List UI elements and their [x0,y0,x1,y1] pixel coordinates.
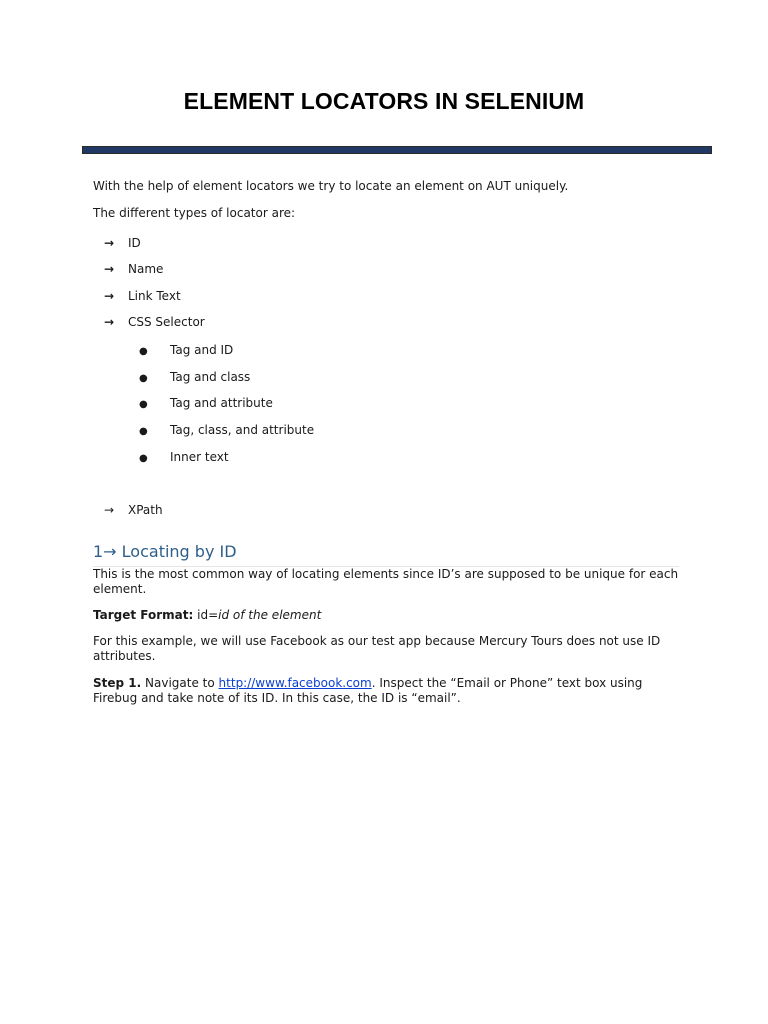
intro-paragraph: With the help of element locators we try to locate an element on AUT uniquely. [93,179,569,193]
arrow-icon: → [104,289,115,303]
page-title: ELEMENT LOCATORS IN SELENIUM [183,88,585,114]
bullet-icon: ● [139,426,148,437]
arrow-icon: → [104,262,115,276]
locator-label: CSS Selector [128,315,205,329]
locator-label: XPath [128,503,163,517]
step-1-paragraph [93,676,683,705]
locator-item-name [104,262,163,277]
bullet-icon: ● [139,373,148,384]
types-intro: The different types of locator are: [93,206,296,220]
locator-item-css-selector [104,315,205,330]
arrow-icon: → [104,236,115,250]
css-sub-item [139,450,229,466]
section-paragraph-1: This is the most common way of locating elements since ID’s are supposed to be unique for each element. [93,567,679,596]
step-text-post: . Inspect the “Email or Phone” text box using Firebug and take note of its ID. In this case, the ID is “email”. [93,676,643,705]
target-format-value: id of the element [218,608,322,622]
target-format-prefix: id= [197,608,219,622]
target-format-label: Target Format: [93,608,194,622]
step-label: Step 1. [93,676,142,690]
css-sub-label: Tag and class [170,370,251,384]
locator-label: ID [128,236,141,250]
bullet-icon: ● [139,346,148,357]
locator-item-id [104,236,141,251]
css-sub-item [139,396,273,412]
css-sub-item [139,423,314,439]
bullet-icon: ● [139,453,148,464]
css-sub-label: Tag and ID [170,343,234,357]
locator-item-xpath [104,503,163,518]
arrow-icon: → [104,315,115,329]
css-sub-label: Tag and attribute [170,396,273,410]
css-sub-label: Inner text [170,450,229,464]
title-underline-bar [82,146,712,154]
locator-item-link-text [104,289,181,304]
section-paragraph-2: For this example, we will use Facebook as our test app because Mercury Tours does not use ID attributes. [93,634,661,663]
target-format-line [93,608,683,623]
locator-label: Link Text [128,289,181,303]
facebook-link[interactable]: http://www.facebook.com [218,676,372,690]
section-heading: 1→ Locating by ID [93,542,237,561]
bullet-icon: ● [139,399,148,410]
locator-label: Name [128,262,164,276]
css-sub-label: Tag, class, and attribute [170,423,315,437]
step-text-pre: Navigate to [145,676,215,690]
css-sub-item [139,343,233,359]
arrow-icon: → [104,503,115,517]
css-sub-item [139,370,250,386]
